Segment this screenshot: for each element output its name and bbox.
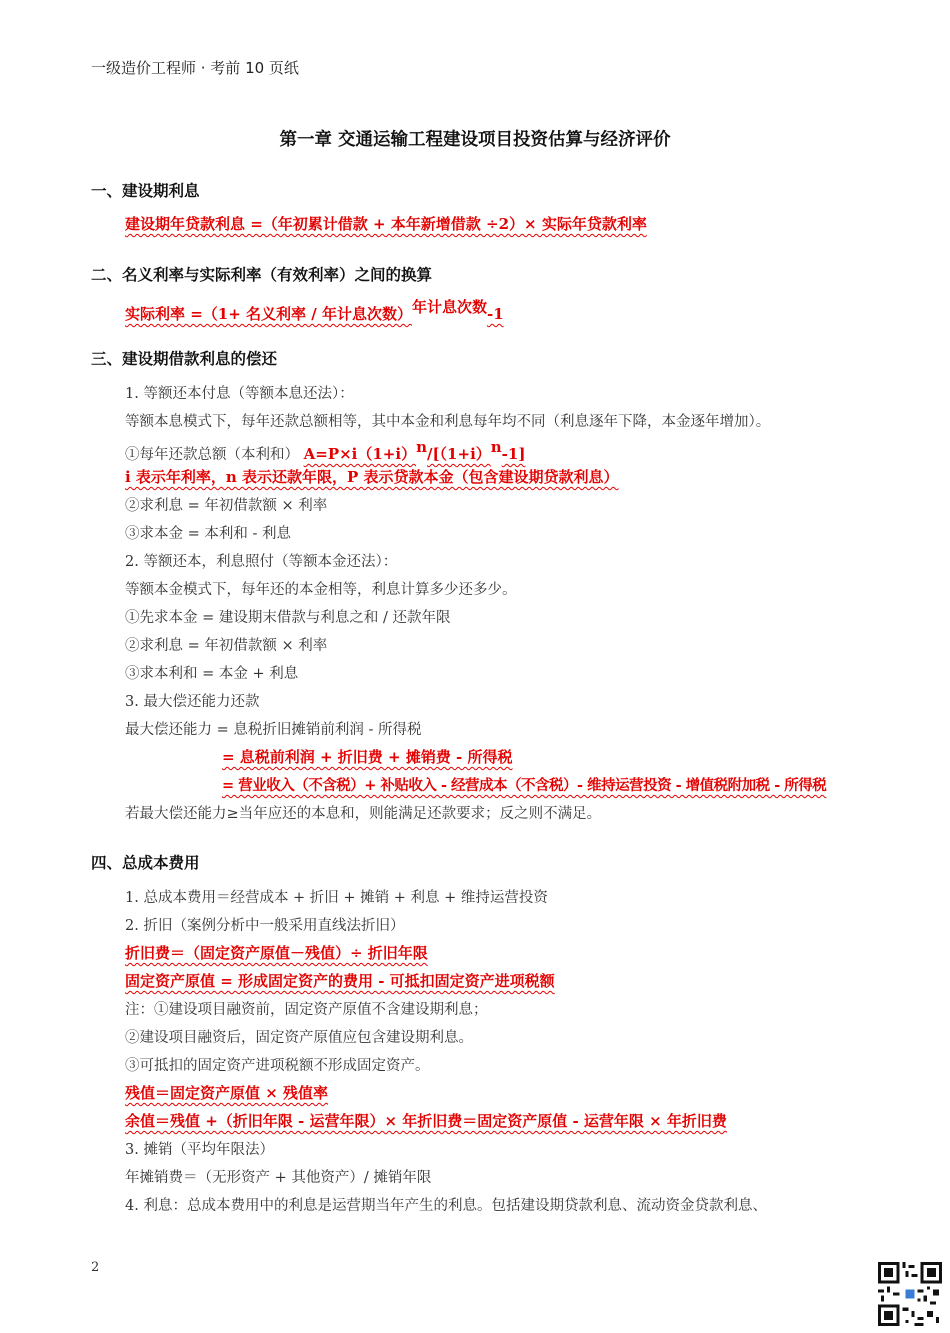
- formula-annuity-b: /[（1+i）: [426, 445, 491, 463]
- s3-line-1: 1. 等额还本付息（等额本息还法）：: [125, 386, 354, 402]
- running-header: 一级造价工程师 · 考前 10 页纸: [91, 59, 299, 77]
- s3-line-10: ②求利息 = 年初借款额 × 利率: [125, 638, 328, 654]
- s4-line-8: 残值＝固定资产原值 × 残值率: [125, 1084, 329, 1102]
- formula-construction-interest: 建设期年贷款利息 =（年初累计借款 + 本年新增借款 ÷2）× 实际年贷款利率: [125, 215, 647, 233]
- formula-annuity-a: A=P×i（1+i）: [303, 445, 417, 463]
- formula-effective-rate-exponent: 年计息次数: [411, 298, 487, 316]
- s3-line-2: 等额本息模式下，每年还款总额相等，其中本金和利息每年均不同（利息逐年下降，本金逐年增加）。: [125, 414, 771, 430]
- s3-line-6: ③求本金 = 本利和 - 利息: [125, 526, 291, 542]
- s3-line-4: i 表示年利率，n 表示还款年限，P 表示贷款本金（包含建设期贷款利息）: [125, 468, 619, 486]
- section-heading-3: 三、建设期借款利息的偿还: [91, 350, 278, 368]
- s3-line-14: = 息税前利润 + 折旧费 + 摊销费 - 所得税: [222, 748, 513, 766]
- section-heading-4: 四、总成本费用: [91, 854, 200, 872]
- s4-line-9: 余值＝残值 +（折旧年限 - 运营年限）× 年折旧费＝固定资产原值 - 运营年限 × 年折旧费: [125, 1112, 727, 1130]
- s3-line-13: 最大偿还能力 = 息税折旧摊销前利润 - 所得税: [125, 722, 422, 738]
- s4-line-10: 3. 摊销（平均年限法）: [125, 1142, 274, 1158]
- s4-line-3: 折旧费＝（固定资产原值－残值）÷ 折旧年限: [125, 944, 428, 962]
- s3-line-11: ③求本利和 = 本金 + 利息: [125, 666, 299, 682]
- s4-line-1: 1. 总成本费用＝经营成本 + 折旧 + 摊销 + 利息 + 维持运营投资: [125, 890, 548, 906]
- s3-line-8: 等额本金模式下，每年还的本金相等，利息计算多少还多少。: [125, 582, 517, 598]
- s3-line-5: ②求利息 = 年初借款额 × 利率: [125, 498, 328, 514]
- formula-effective-rate-tail: -1: [486, 305, 504, 323]
- s4-line-5: 注：①建设项目融资前，固定资产原值不含建设期利息；: [125, 1002, 488, 1018]
- section-heading-1: 一、建设期利息: [91, 182, 200, 200]
- section-heading-2: 二、名义利率与实际利率（有效利率）之间的换算: [91, 266, 433, 284]
- s3-line-12: 3. 最大偿还能力还款: [125, 694, 260, 710]
- s3-line-3-prefix: ①每年还款总额（本利和）: [125, 447, 299, 463]
- qr-code-icon: [878, 1262, 942, 1326]
- s3-line-3: [125, 438, 525, 464]
- s3-line-9: ①先求本金 = 建设期末借款与利息之和 / 还款年限: [125, 610, 451, 626]
- s3-line-7: 2. 等额还本，利息照付（等额本金还法）：: [125, 554, 398, 570]
- chapter-title: 第一章 交通运输工程建设项目投资估算与经济评价: [279, 130, 671, 150]
- s4-line-4: 固定资产原值 = 形成固定资产的费用 - 可抵扣固定资产进项税额: [125, 972, 555, 990]
- formula-effective-rate: [125, 296, 504, 324]
- formula-effective-rate-base: 实际利率 =（1+ 名义利率 / 年计息次数）: [125, 305, 412, 323]
- s3-line-15: = 营业收入（不含税）+ 补贴收入 - 经营成本（不含税）- 维持运营投资 - 增值税附加税 - 所得税: [222, 777, 827, 794]
- s4-line-11: 年摊销费＝（无形资产 + 其他资产）/ 摊销年限: [125, 1170, 432, 1186]
- formula-annuity-c: -1]: [501, 445, 526, 463]
- formula-annuity-sup-2: n: [490, 438, 502, 456]
- formula-annuity-sup-1: n: [416, 438, 427, 456]
- s3-line-16: 若最大偿还能力≥当年应还的本息和，则能满足还款要求；反之则不满足。: [125, 806, 602, 822]
- s4-line-6: ②建设项目融资后，固定资产原值应包含建设期利息。: [125, 1030, 473, 1046]
- s4-line-7: ③可抵扣的固定资产进项税额不形成固定资产。: [125, 1058, 430, 1074]
- page-number: 2: [91, 1260, 100, 1275]
- s4-line-12: 4. 利息：总成本费用中的利息是运营期当年产生的利息。包括建设期贷款利息、流动资金贷款利息、: [125, 1198, 767, 1214]
- s4-line-2: 2. 折旧（案例分析中一般采用直线法折旧）: [125, 918, 405, 934]
